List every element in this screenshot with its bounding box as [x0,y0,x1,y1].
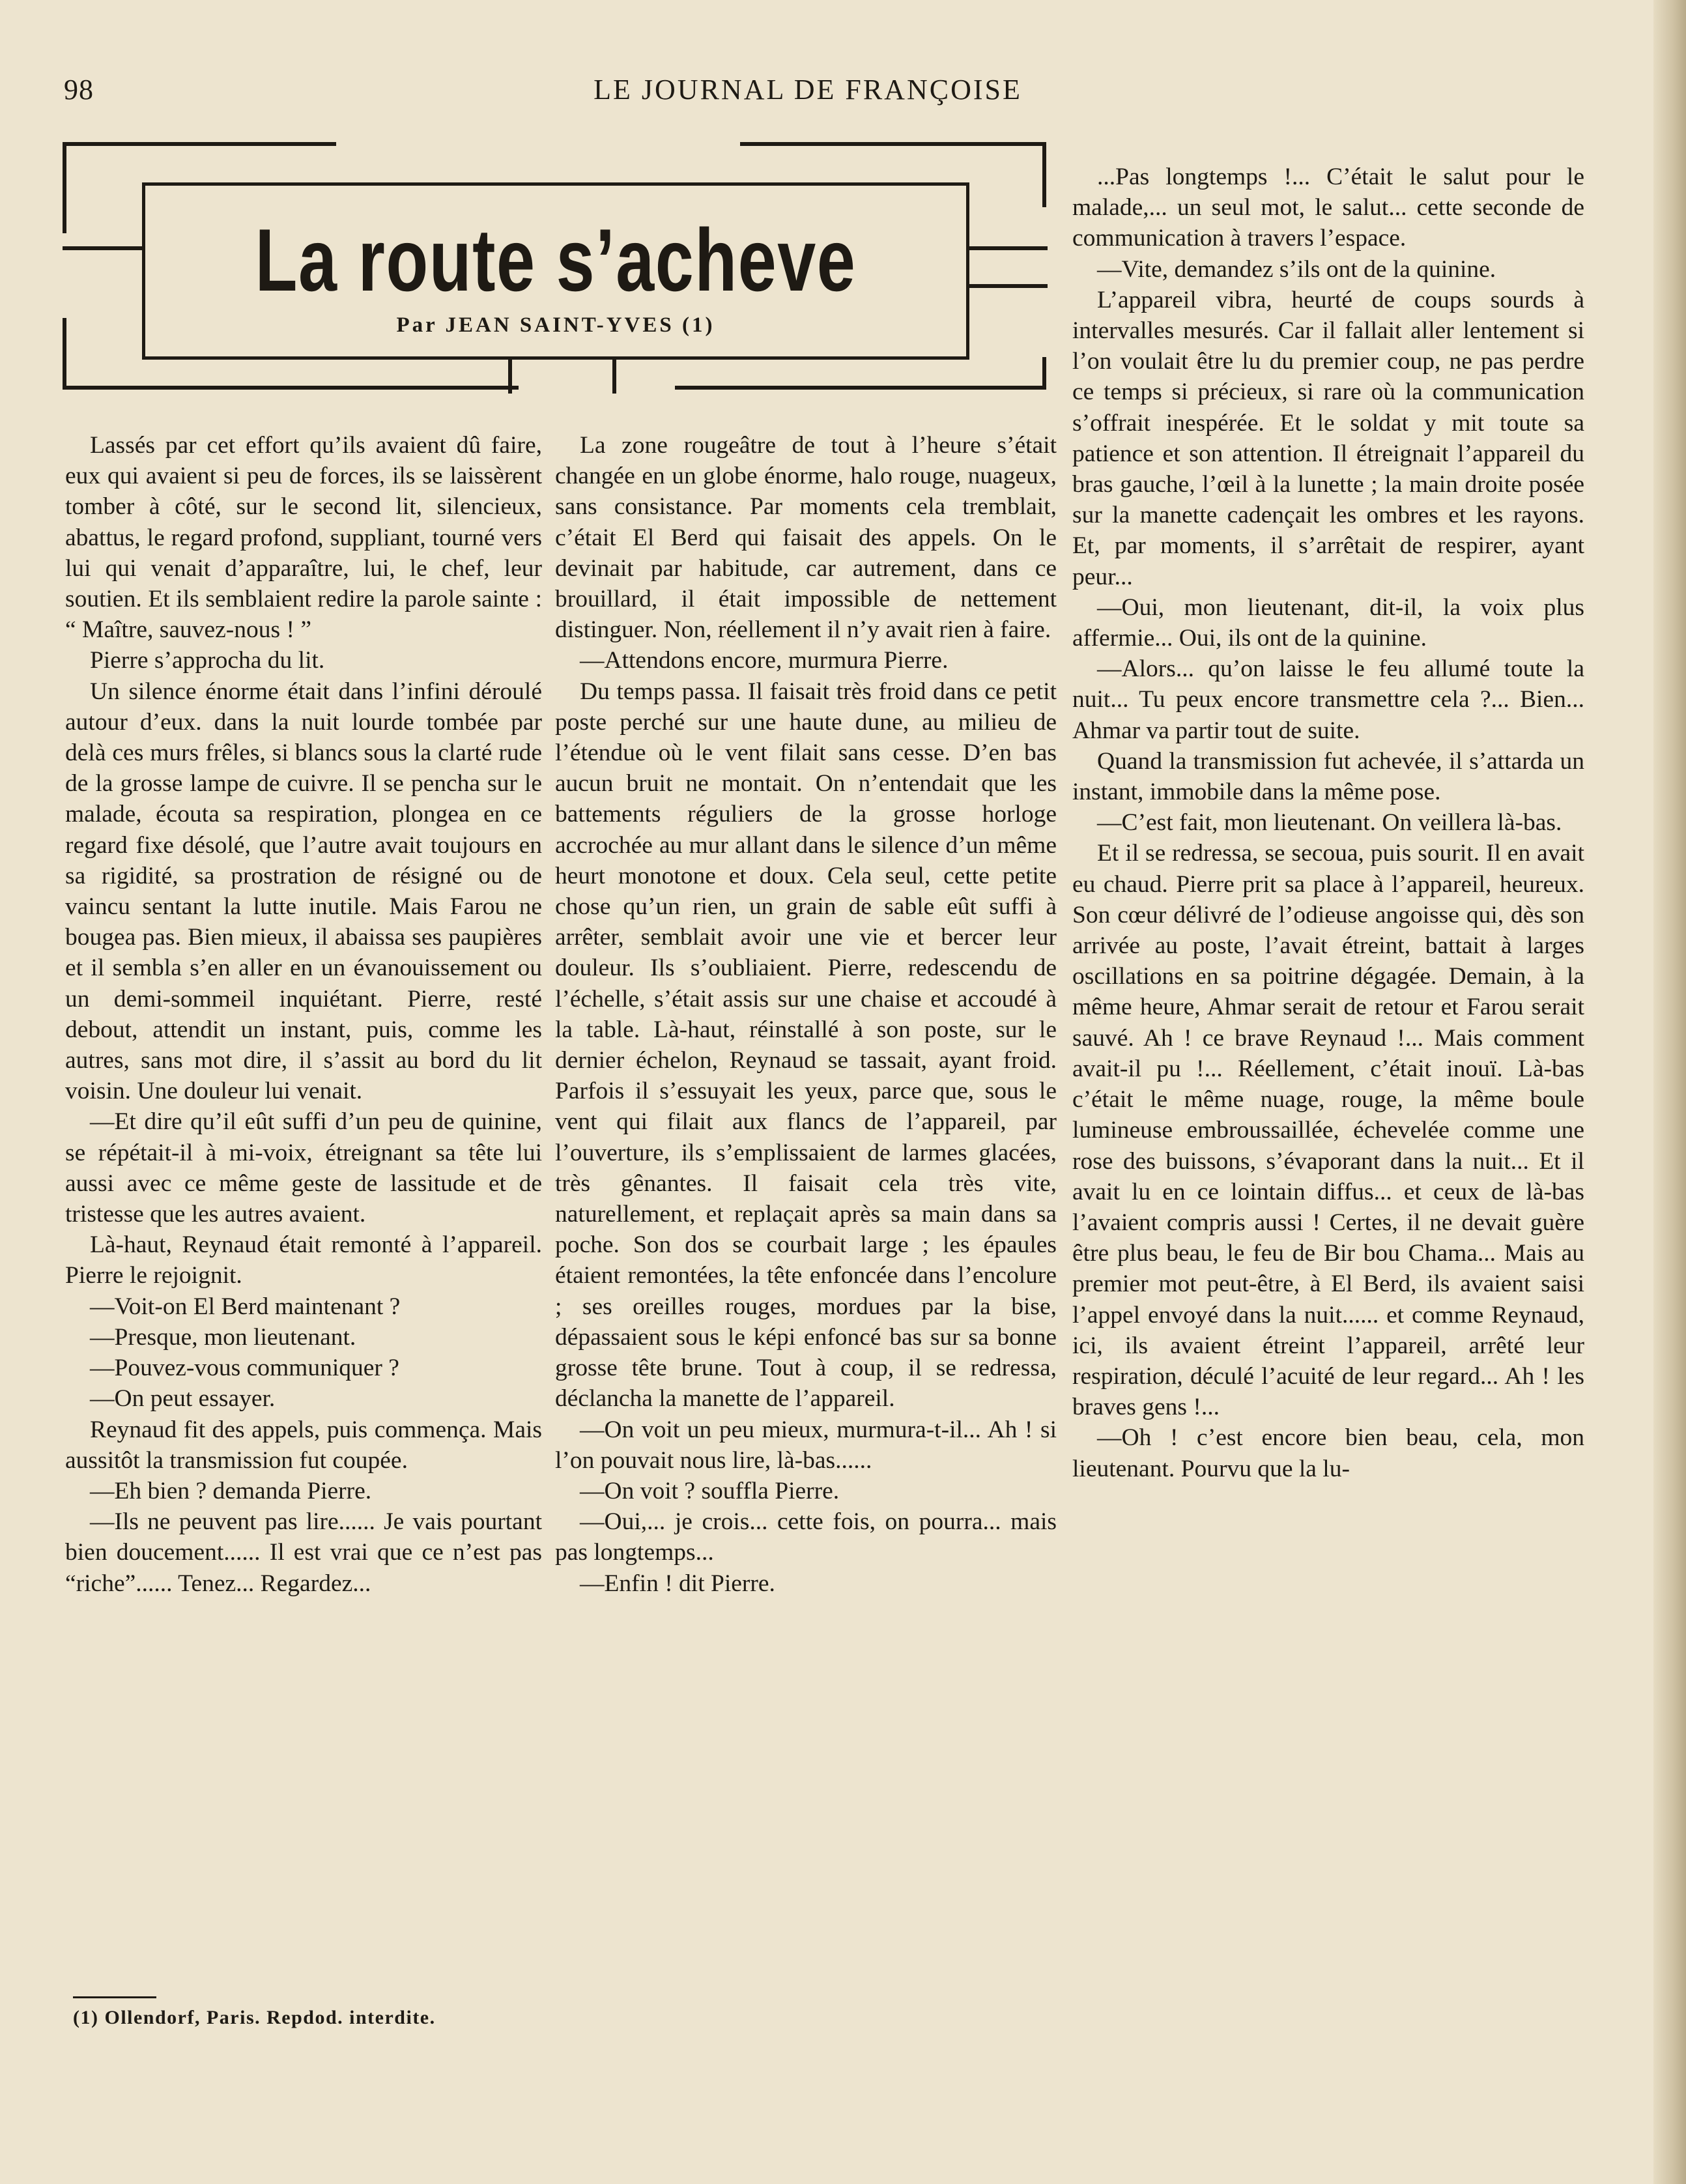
frame-notch [612,357,616,394]
paragraph: Quand la transmission fut achevée, il s’attarda un instant, immobile dans la même pose. [1072,747,1584,806]
page-number: 98 [64,74,94,106]
paragraph: —Oh ! c’est encore bien beau, cela, mon lieutenant. Pourvu que la lu- [1072,1424,1584,1482]
frame-notch [965,246,1048,250]
byline: Par JEAN SAINT-YVES (1) [396,313,715,337]
paragraph: —Alors... qu’on laisse le feu allumé toute la nuit... Tu peux encore transmettre cela ?... Bien... Ahmar va partir tout de suite. [1072,655,1584,744]
paragraph: La zone rougeâtre de tout à l’heure s’était changée en un globe énorme, halo rouge, nuageux, sans consistance. Par moments cela tremblait, c’était El Berd qui faisait des appels. On le devinait par habitude, car autrement, dans ce brouillard, il était impossible de nettement distinguer. Non, réellement il n’y avait rien à faire. [555,432,1057,644]
running-title: LE JOURNAL DE FRANÇOISE [593,74,1022,106]
paragraph: Pierre s’approcha du lit. [90,647,325,674]
paragraph: Là-haut, Reynaud était remonté à l’appareil. Pierre le rejoignit. [65,1231,542,1289]
paragraph: —On peut essayer. [90,1385,276,1413]
text-column-2 [555,430,1057,1599]
paragraph: Reynaud fit des appels, puis commença. Mais aussitôt la transmission fut coupée. [65,1416,542,1474]
paragraph: —Et dire qu’il eût suffi d’un peu de quinine, se répétait-il à mi-voix, étreignant sa tête lui aussi avec ce même geste de lassitude et de tristesse que les autres avaient. [65,1108,542,1228]
paragraph: —Voit-on El Berd maintenant ? [90,1293,401,1320]
paragraph: —Eh bien ? demanda Pierre. [90,1477,372,1504]
text-column-3 [1072,162,1584,1484]
paragraph: —Ils ne peuvent pas lire...... Je vais pourtant bien doucement...... Il est vrai que ce n’est pas “riche”...... Tenez... Regardez... [65,1508,542,1597]
frame-notch [508,357,512,394]
paragraph: —On voit un peu mieux, murmura-t-il... Ah ! si l’on pouvait nous lire, là-bas...... [555,1416,1057,1474]
paragraph: L’appareil vibra, heurté de coups sourds à intervalles mesurés. Car il fallait aller lentement si l’on voulait être lu du premier coup, ne pas perdre ce temps si précieux, si rare où la communication s’offrait inespérée. Et le soldat y mit toute sa patience et son attention. Il étreignait l’appareil du bras gauche, l’œil à la lunette ; la main droite posée sur la manette cadençait les ombres et les rayons. Et, par moments, il s’arrêtait de respirer, ayant peur... [1072,286,1584,590]
text-column-1 [65,430,542,1599]
frame-notch [965,284,1048,288]
title-block [63,142,1053,396]
paragraph: —Vite, demandez s’ils ont de la quinine. [1097,255,1496,283]
paragraph: —Attendons encore, murmura Pierre. [580,647,949,674]
paragraph: —Presque, mon lieutenant. [90,1323,356,1351]
paragraph: —Oui,... je crois... cette fois, on pourra... mais pas longtemps... [555,1508,1057,1566]
page-edge [1653,0,1686,2184]
paragraph: —Pouvez-vous communiquer ? [90,1355,399,1382]
title-frame-inner [142,182,969,360]
paragraph: —On voit ? souffla Pierre. [580,1477,840,1504]
paragraph: Un silence énorme était dans l’infini déroulé autour d’eux. dans la nuit lourde tombée par delà ces murs frêles, si blancs sous la clarté rude de la grosse lampe de cuivre. Il se pencha sur le malade, écouta sa respiration, plongea en ce regard fixe désolé, que l’autre avait toujours en sa rigidité, sa prostration de résigné ou de vaincu sentant la lutte inutile. Mais Farou ne bougea pas. Bien mieux, il abaissa ses paupières et il sembla s’en aller en un évanouissement ou un demi-sommeil inquiétant. Pierre, resté debout, attendit un instant, puis, comme les autres, sans mot dire, il s’assit au bord du lit voisin. Une douleur lui venait. [65,678,542,1105]
paragraph: Et il se redressa, se secoua, puis sourit. Il en avait eu chaud. Pierre prit sa place à l’appareil, heureux. Son cœur délivré de l’odieuse angoisse qui, dès son arrivée au poste, l’avait étreint, battait à larges oscillations en sa poitrine dégagée. Demain, à la même heure, Ahmar serait de retour et Farou serait sauvé. Ah ! ce brave Reynaud !... Mais comment avait-il pu !... Réellement, c’était inouï. Là-bas c’était le même nuage, rouge, la même boule lumineuse embroussaillée, échevelée comme une rose des buissons, s’évaporant dans la nuit... Et il avait lu en ce lointain diffus... et ceux de là-bas l’avaient compris aussi ! Certes, il ne devait guère être plus beau, le feu de Bir bou Chama... Mais au premier mot peut-être, à El Berd, ils avaient saisi l’appel envoyé dans la nuit...... et comme Reynaud, ici, ils avaient étreint l’appareil, arrêté leur respiration, déculé l’acuité de leur regard... Ah ! les braves gens !... [1072,840,1584,1421]
paragraph: —Oui, mon lieutenant, dit-il, la voix plus affermie... Oui, ils ont de la quinine. [1072,594,1584,652]
paragraph: ...Pas longtemps !... C’était le salut pour le malade,... un seul mot, le salut... cette seconde de communication à travers l’espace. [1072,164,1584,252]
paragraph: Lassés par cet effort qu’ils avaient dû faire, eux qui avaient si peu de forces, ils se laissèrent tomber à côté, sur le second lit, silencieux, abattus, le regard profond, suppliant, tourné vers lui qui venait d’apparaître, lui, le chef, leur soutien. Et ils semblaient redire la parole sainte : “ Maître, sauvez-nous ! ” [65,432,542,644]
paragraph: Du temps passa. Il faisait très froid dans ce petit poste perché sur une haute dune, au milieu de l’étendue où le vent filait sans cesse. D’en bas aucun bruit ne montait. On n’entendait que les battements réguliers de la grosse horloge accrochée au mur allant dans le silence d’un même heurt monotone et doux. Cela seul, cette petite chose qu’un rien, un grain de sable eût suffi à arrêter, semblait avoir une vie et bercer leur douleur. Ils s’oubliaient. Pierre, redescendu de l’échelle, s’était assis sur une chaise et accoudé à la table. Là-haut, réinstallé à son poste, sur le dernier échelon, Reynaud se tassait, ayant froid. Parfois il s’essuyait les yeux, parce que, sous le vent qui filait aux flancs de l’appareil, par l’ouverture, ils s’emplissaient de larmes glacées, très gênantes. Il faisait cela très vite, naturellement, et replaçait après sa main dans sa poche. Son dos se courbait large ; les épaules étaient remontées, la tête enfoncée dans l’encolure ; ses oreilles rouges, mordues par la bise, dépassaient sous le képi enfoncé bas sur sa bonne grosse tête brune. Tout à coup, il se redressa, déclancha la manette de l’appareil. [555,678,1057,1413]
footnote-rule [73,1996,156,1998]
paragraph: —C’est fait, mon lieutenant. On veillera là-bas. [1097,809,1562,837]
footnote: (1) Ollendorf, Paris. Repdod. interdite. [73,2007,436,2028]
frame-notch [63,246,147,250]
paragraph: —Enfin ! dit Pierre. [580,1570,775,1597]
article-title: La route s’acheve [255,210,857,309]
